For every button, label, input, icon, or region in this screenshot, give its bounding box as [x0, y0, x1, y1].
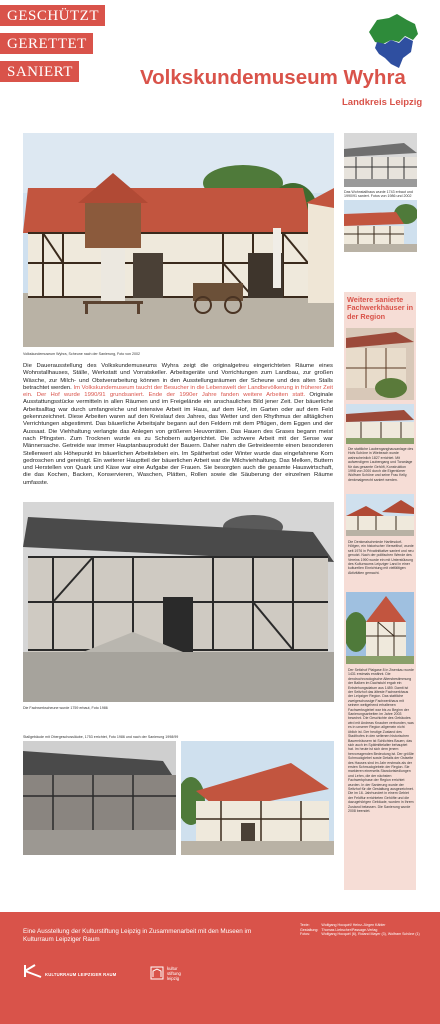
- wohnstallhaus-caption: Das Wohnstallhaus wurde 1743 erbaut und 1990/91 saniert. Fotos von 1986 und 2002: [344, 190, 413, 199]
- photo-stallgebaeude-1999: [181, 741, 334, 855]
- main-photo-barn-2002: [23, 133, 334, 347]
- sidebar-photo-1: [346, 328, 414, 400]
- kulturstiftung-line-1: kultur: [167, 966, 178, 971]
- body-text-part1: Die Dauerausstellung des Volkskundemuseums Wyhra zeigt die originalgetreu eingerichteten Räume eines Wohnstallhauses, Ställe, Werkstatt und Vorratskeller. Arbeitsgeräte und Vorrichtungen zum Landbau, zur großen Wäsche, zur Milch- und Obstverarbeitung können in den Ausstellungsräumen der Scheune und des alten Stalls betrachtet werden.: [23, 363, 333, 391]
- bottom-row-caption: Stallgebäude mit Obergeschossläube, 1753 errichtet, Foto 1986 und nach der Sanierung 1998/99: [23, 735, 179, 739]
- kulturraum-logo-text: KULTURRAUM LEIPZIGER RAUM: [45, 972, 117, 977]
- sidebar-text-1: Die stattliche Laubenganghausanlage des Hofs Schöne in Wiebeach wurde wahrscheinlich 1827 errichtet. Mit aufwendigem Laubengang und Toranlage für das gesamte Gehöft, Konstruktion 1998 von 2000 durch die Eigentümer Wolfram Schöne und seine Frau Kelly, denkmalgerecht saniert werden.: [348, 447, 414, 482]
- sidebar-photo-3: [346, 494, 414, 536]
- credit-label: Gestaltung:: [300, 927, 319, 932]
- kulturraum-logo-icon: [23, 964, 43, 978]
- tag-gerettet: GERETTET: [0, 33, 93, 54]
- main-photo-caption: Volkskundemuseum Wyhra, Scheune nach der Sanierung, Foto von 2002: [23, 352, 141, 356]
- photo-wohnstallhaus-2002: [344, 200, 417, 252]
- body-text: [23, 363, 333, 487]
- photo-fachwerkscheune-1986: [23, 502, 334, 702]
- body-text-highlight: Im Volkskundemuseum taucht der Besucher in die Lebenswelt der Landbevölkerung in früherer Zeit ein. Der Hof wurde 1990/91 grundsaniert. Ende der 1990er Jahre fanden weitere Arbeiten statt.: [23, 384, 333, 399]
- kulturstiftung-line-2: stiftung: [167, 971, 181, 976]
- barn-1986-caption: Die Fachwerkscheune wurde 1759 erbaut, Foto 1986: [23, 706, 108, 710]
- sidebar-text-2: Die Denkmalschmiede Hartlesdorf-Höfgen, ein historischer Vierseithof, wurde seit 1976 in Privatinitiative saniert und neu genutzt. Nach der politischen Wende des Vereins 1990 wurde ein mit Unterstützung des Kulturraums Leipziger Land in einer kulturellen Einrichtung mit vielfältigen Aktivitäten gemacht.: [348, 540, 414, 575]
- credit-value: Wolfgang Hocquél/ Heinz-Jürgen Käbler: [321, 923, 386, 927]
- tag-geschuetzt: GESCHÜTZT: [0, 5, 105, 26]
- region-label: Landkreis Leipzig: [342, 97, 423, 108]
- kulturstiftung-logo-text: [167, 966, 181, 981]
- photo-wohnstallhaus-1986: [344, 133, 417, 187]
- footer-credits: [300, 923, 423, 937]
- kulturstiftung-logo-icon: [150, 966, 164, 980]
- sidebar-text-3: Der Seitzhof Plaigase 8 in Zwenkau wurde 1431 erstmals erwähnt. Die dendrochronologische Altersbestimmung der Balken im Dachstuhl ergab ein Entstehungsdatum aus 1489. Damit ist der Seitzhof das älteste Fachwerkhaus der Leipziger Region. Das stattliche zweigeschossige Fachwerkhaus mit seinem weitgehend erhaltenen Fachwerksgiebel war bis zu Beginn der Sanierungsarbeiten im Jahre 2003 bewohnt. Die Geschichte des Gebäudes wird mit Andreas Knauber verbunden, was es in unserer Region allgemein nicht üblich ist. Der heutige Zustand des Stadthofes in den seltenen historischen Bauernhäusern ist Schlichtes Bauen, das sich auch im Spätmittelalter behauptet hat. Im heute ist sich dem jenem hervorragenden Bedeutung ist. Der größte Schmuckgiebel sowie Details der Ostseite des Hauses sind im Jahr erstmals als der ersten Schmuckgiebeln der Region. Sie markieren einerseits Standortsiedlungen und Lehm, die der nächsten Fachwerkphase der Region errichtet wurden. In der Sanierung wurde der Seitzhof für die Gestaltung ausgezeichnet. Die im 16. Jahrhundert in einem Gebiet der Feldflur errichteten Gehöfte und die dazugehörigen Gebäude, wurden in Ihrem Zustand belassen. Die Sanierung wurde 2008 beendet.: [348, 668, 414, 813]
- tag-saniert: SANIERT: [0, 61, 79, 82]
- credit-row-photos: [300, 932, 423, 937]
- credit-label: Texte:: [300, 923, 310, 927]
- body-text-part2: Originale Ausstattungsstücke vermitteln in allen Räumen und im Freigelände ein anschauliches Bild jener Zeit. Der bäuerliche Arbeitsalltag war durch umfangreiche und intensive Arbeit im Haus, auf dem Hof, im Garten oder auf dem Feld gekennzeichnet. Diese Arbeiten waren auf den Kreislauf des Jahres, das Wetter und den Rhythmus der alltäglichen Verrichtungen abgestimmt. Das bäuerliche Arbeitsjahr begann auf den Feldern mit dem Pflügen, dem Eggen und der Aussaat. Die Viehhaltung verlangte das Anlegen von größeren Heuvorräten. Das Hauen des Grases begann meist nach Pfingsten. Zum Trocknen wurde es zu Schobern aufgerichtet. Die schwere Arbeit mit der Sense war Männersache. Getreide war immer Hauptanbauprodukt der Bauern. Daher nahm die Getreideernte einen besonderen Stellenwert als Höhepunkt im bäuerlichen Arbeitsleben ein. Im Spätherbst oder Winter wurde das eingefahrene Korn gedroschen und gereinigt. Ein weiterer Hauptteil der bäuerlichen Arbeit war die Milchviehhaltung. Das Melken, Buttern und Herstellen von Quark und Käse war eine Aufgabe der Frauen. Sie besorgten auch die gesamte Hauswirtschaft, die das Kochen, Backen, Konservieren, Waschen, Plätten, Rollen sowie die Säuberung der einzelnen Räume umfasste.: [23, 392, 333, 486]
- sidebar-heading: Weitere sanierte Fachwerkhäuser in der Region: [347, 295, 414, 321]
- kulturstiftung-line-3: leipzig: [167, 976, 180, 981]
- sidebar-photo-2: [346, 404, 414, 444]
- credit-value: Wolfgang Hocquél (6), Roland Mayer (3), Wolfram Schöne (1): [321, 932, 420, 937]
- footer-exhibition-text: Eine Ausstellung der Kulturstiftung Leipzig in Zusammenarbeit mit den Museen im Kulturraum Leipziger Raum: [23, 928, 252, 944]
- credit-label: Fotos:: [300, 932, 310, 937]
- photo-stallgebaeude-1986: [23, 741, 176, 855]
- sidebar-photo-4: [346, 592, 414, 664]
- page-title: Volkskundemuseum Wyhra: [140, 66, 406, 89]
- region-map-logo: [363, 12, 420, 69]
- credit-value: Thomas Liebscher/Passage-Verlag: [321, 927, 378, 932]
